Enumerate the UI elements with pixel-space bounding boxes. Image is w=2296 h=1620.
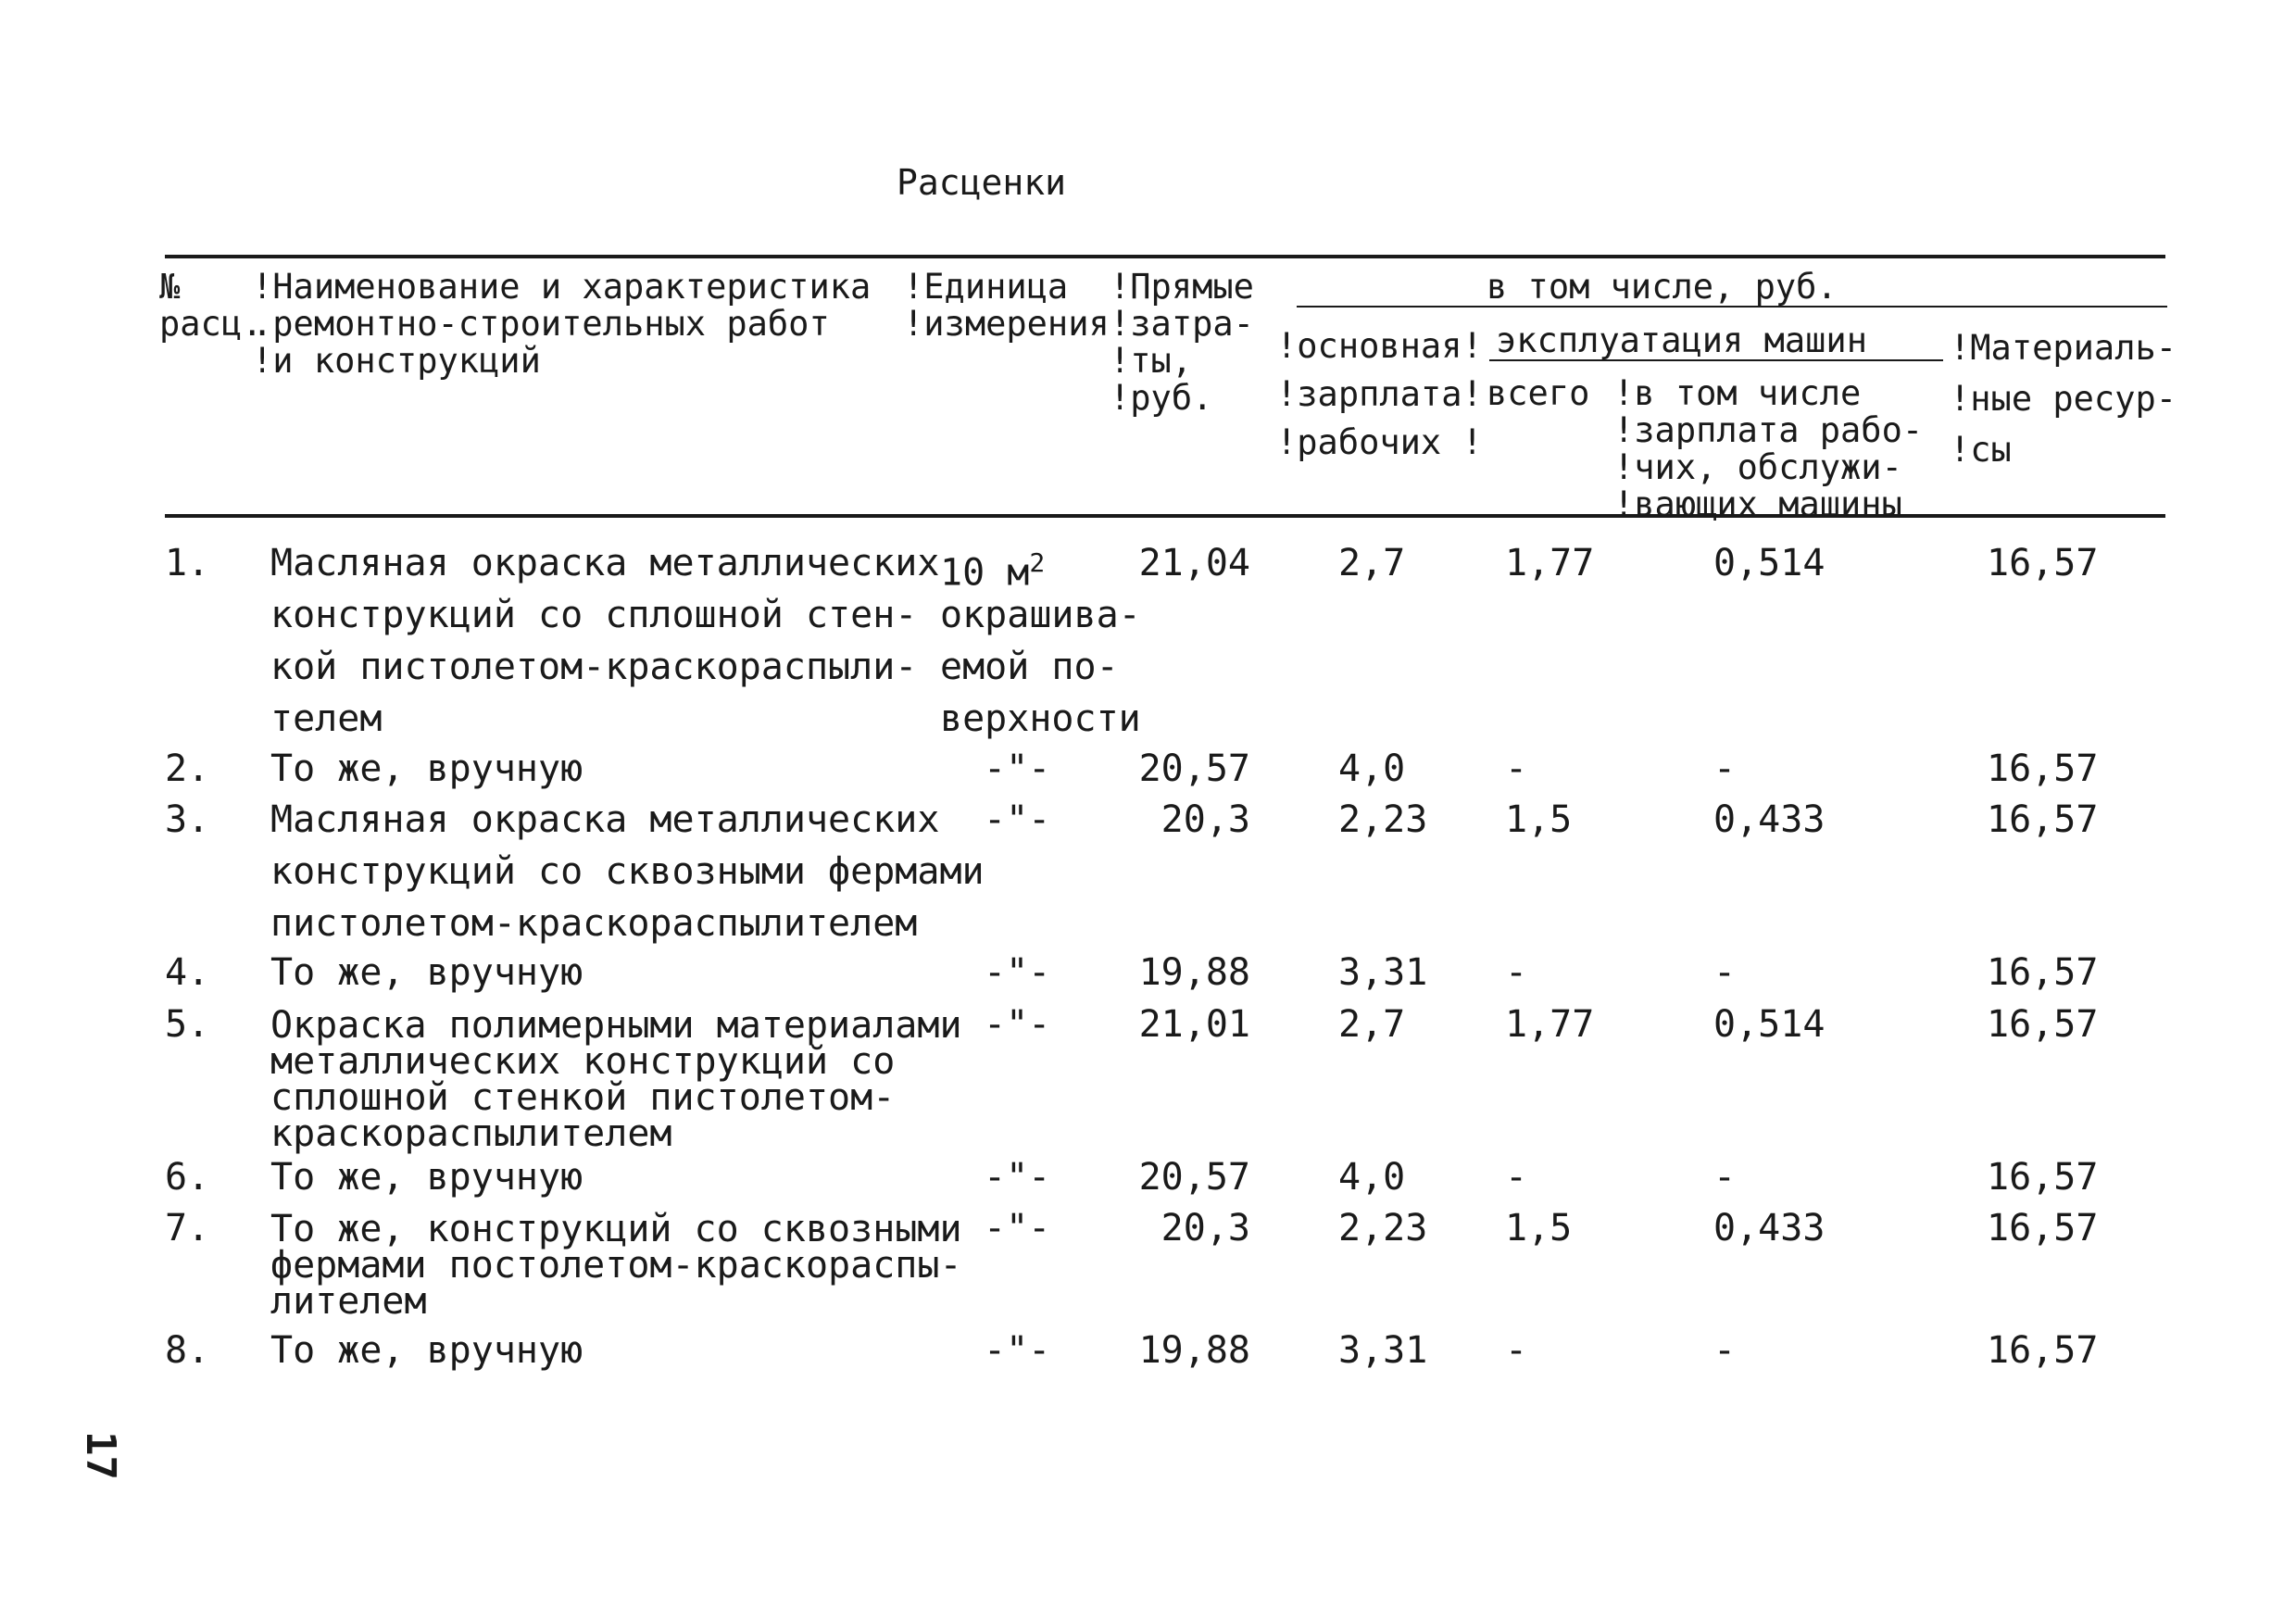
header-num: № расц.	[159, 267, 263, 344]
row-4-direct: 19,88	[1138, 951, 1250, 994]
row-7-unit: -"-	[984, 1207, 1051, 1250]
row-6-direct: 20,57	[1138, 1156, 1250, 1199]
row-6-name: То же, вручную	[270, 1156, 583, 1199]
row-3-total: 1,5	[1505, 798, 1573, 841]
row-7-name: То же, конструкций со сквозными фермами постолетом-краскораспы- лителем	[270, 1208, 962, 1323]
row-8-unit: -"-	[984, 1329, 1051, 1372]
row-6-materials: 16,57	[1987, 1156, 2099, 1199]
row-6-mach-wages: -	[1713, 1156, 1737, 1199]
row-5-mach-wages: 0,514	[1713, 1003, 1826, 1046]
table-top-rule	[165, 255, 2165, 258]
header-direct: !Прямые !затра- !ты, !руб.	[1110, 267, 1254, 418]
row-1-direct: 21,04	[1138, 542, 1250, 584]
row-3-unit: -"-	[984, 798, 1051, 841]
header-wages: !основная! !зарплата! !рабочих !	[1276, 326, 1483, 462]
row-4-total: -	[1505, 951, 1528, 994]
page-number: 17	[77, 1431, 124, 1480]
row-3-name: Масляная окраска металлических конструкций со сквозными фермами пистолетом-краскораспылителем	[270, 798, 985, 945]
row-1-unit-top: 10 $м^2$	[940, 547, 1046, 595]
header-machines: эксплуатация машин	[1496, 320, 1867, 360]
row-5-unit: -"-	[984, 1003, 1051, 1046]
row-2-total: -	[1505, 747, 1528, 790]
row-7-materials: 16,57	[1987, 1207, 2099, 1250]
row-4-materials: 16,57	[1987, 951, 2099, 994]
page-title: Расценки	[897, 162, 1067, 203]
row-6-wages: 4,0	[1338, 1156, 1406, 1199]
row-3-num: 3.	[165, 798, 210, 841]
row-6-num: 6.	[165, 1156, 210, 1199]
row-2-name: То же, вручную	[270, 747, 583, 790]
row-2-mach-wages: -	[1713, 747, 1737, 790]
row-5-direct: 21,01	[1138, 1003, 1250, 1046]
row-3-wages: 2,23	[1338, 798, 1428, 841]
row-5-num: 5.	[165, 1003, 210, 1046]
row-8-wages: 3,31	[1338, 1329, 1428, 1372]
row-2-wages: 4,0	[1338, 747, 1406, 790]
row-8-total: -	[1505, 1329, 1528, 1372]
row-1-num: 1.	[165, 542, 210, 584]
row-4-name: То же, вручную	[270, 951, 583, 994]
row-4-wages: 3,31	[1338, 951, 1428, 994]
row-6-total: -	[1505, 1156, 1528, 1199]
row-5-wages: 2,7	[1338, 1003, 1406, 1046]
row-5-materials: 16,57	[1987, 1003, 2099, 1046]
header-total: всего	[1487, 373, 1590, 413]
row-5-name: Окраска полимерными материалами металлических конструкций со сплошной стенкой пистолетом- краскораспылителем	[270, 1004, 962, 1155]
header-name: !Наименование и характеристика .ремонтно-строительных работ !и конструкций	[252, 267, 872, 381]
row-8-direct: 19,88	[1138, 1329, 1250, 1372]
row-4-mach-wages: -	[1713, 951, 1737, 994]
header-incl: в том числе, руб.	[1487, 267, 1838, 307]
row-1-materials: 16,57	[1987, 542, 2099, 584]
row-3-mach-wages: 0,433	[1713, 798, 1826, 841]
row-6-unit: -"-	[984, 1156, 1051, 1199]
header-unit: !Единица !измерения	[903, 267, 1110, 344]
row-4-num: 4.	[165, 951, 210, 994]
row-4-unit: -"-	[984, 951, 1051, 994]
row-7-total: 1,5	[1505, 1207, 1573, 1250]
row-8-mach-wages: -	[1713, 1329, 1737, 1372]
row-3-materials: 16,57	[1987, 798, 2099, 841]
row-8-materials: 16,57	[1987, 1329, 2099, 1372]
row-1-unit: окрашива- емой по- верхности	[940, 594, 1141, 740]
row-1-wages: 2,7	[1338, 542, 1406, 584]
row-5-total: 1,77	[1505, 1003, 1595, 1046]
row-7-direct: 20,3	[1161, 1207, 1250, 1250]
row-1-name: Масляная окраска металлических конструкций со сплошной стен- кой пистолетом-краскораспыли- телем	[270, 542, 940, 740]
row-2-materials: 16,57	[1987, 747, 2099, 790]
row-2-direct: 20,57	[1138, 747, 1250, 790]
row-2-unit: -"-	[984, 747, 1051, 790]
row-7-wages: 2,23	[1338, 1207, 1428, 1250]
row-2-num: 2.	[165, 747, 210, 790]
header-materials: !Материаль- !ные ресур- !сы	[1950, 328, 2177, 470]
row-7-num: 7.	[165, 1207, 210, 1250]
row-7-mach-wages: 0,433	[1713, 1207, 1826, 1250]
row-1-mach-wages: 0,514	[1713, 542, 1826, 584]
header-mach-wages: !в том числе !зарплата рабо- !чих, обслужи- !вающих машины	[1613, 373, 1924, 524]
row-8-num: 8.	[165, 1329, 210, 1372]
row-3-direct: 20,3	[1161, 798, 1250, 841]
row-1-total: 1,77	[1505, 542, 1595, 584]
row-8-name: То же, вручную	[270, 1329, 583, 1372]
